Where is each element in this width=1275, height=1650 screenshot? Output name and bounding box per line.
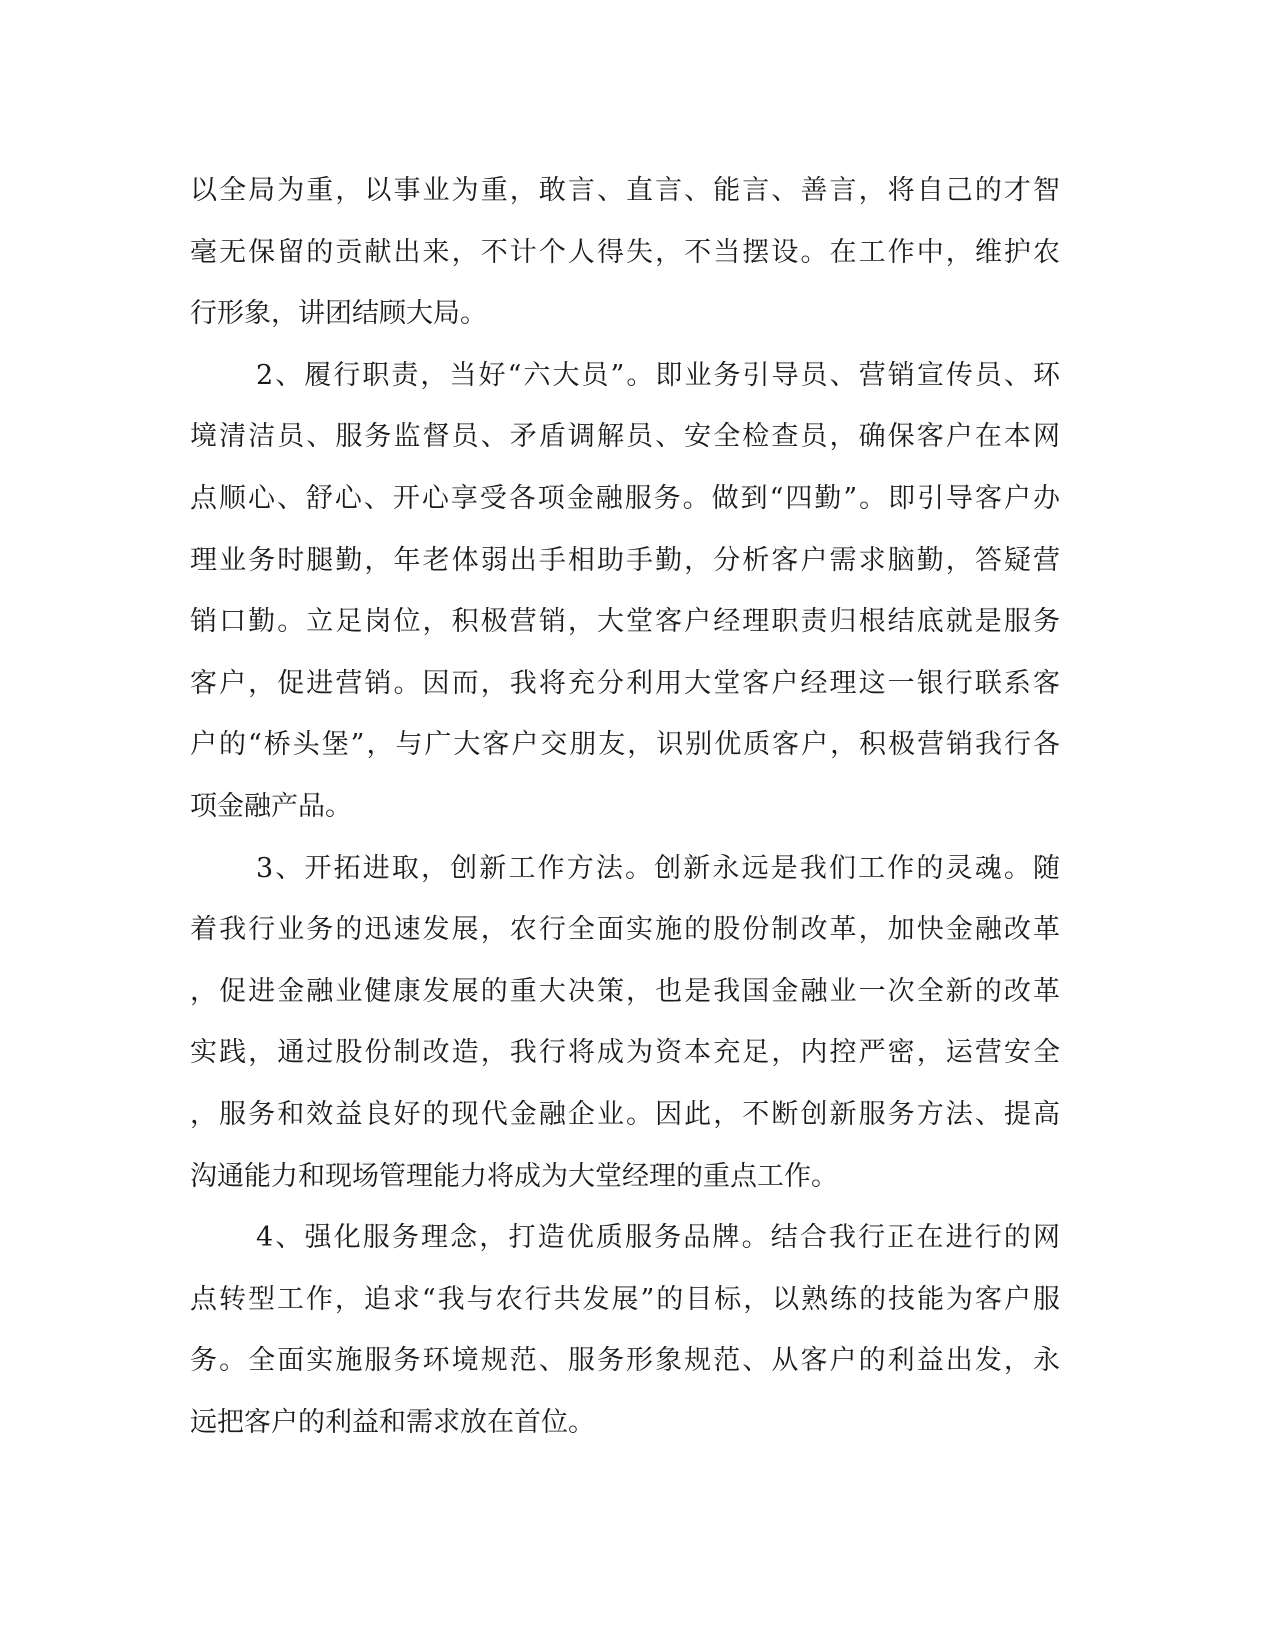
text-line: 4、强化服务理念，打造优质服务品牌。结合我行正在进行的网 (256, 1222, 1060, 1254)
text-line: 务。全面实施服务环境规范、服务形象规范、从客户的利益出发，永 (190, 1345, 1060, 1377)
paragraph-1 (190, 160, 1060, 345)
paragraph-4 (190, 1207, 1060, 1453)
text-line: 着我行业务的迅速发展，农行全面实施的股份制改革，加快金融改革 (190, 914, 1060, 946)
text-line: 3、开拓进取，创新工作方法。创新永远是我们工作的灵魂。随 (256, 852, 1060, 884)
text-line: 户的“桥头堡”，与广大客户交朋友，识别优质客户，积极营销我行各 (190, 729, 1060, 761)
text-line: 沟通能力和现场管理能力将成为大堂经理的重点工作。 (190, 1160, 838, 1192)
text-line: 远把客户的利益和需求放在首位。 (190, 1406, 595, 1438)
text-line: 客户，促进营销。因而，我将充分利用大堂客户经理这一银行联系客 (190, 667, 1060, 699)
text-line: 点顺心、舒心、开心享受各项金融服务。做到“四勤”。即引导客户办 (190, 482, 1060, 514)
text-line: 行形象，讲团结顾大局。 (190, 298, 487, 330)
text-line: ，服务和效益良好的现代金融企业。因此，不断创新服务方法、提高 (190, 1098, 1060, 1130)
text-line: 2、履行职责，当好“六大员”。即业务引导员、营销宣传员、环 (256, 359, 1060, 391)
text-line: 项金融产品。 (190, 790, 352, 822)
text-line: 以全局为重，以事业为重，敢言、直言、能言、善言，将自己的才智 (190, 175, 1060, 206)
paragraph-2 (190, 345, 1060, 838)
text-line: 毫无保留的贡献出来，不计个人得失，不当摆设。在工作中，维护农 (190, 236, 1060, 268)
text-line: 实践，通过股份制改造，我行将成为资本充足，内控严密，运营安全 (190, 1037, 1060, 1069)
body-text (190, 160, 1060, 1453)
text-line: 销口勤。立足岗位，积极营销，大堂客户经理职责归根结底就是服务 (190, 606, 1060, 638)
text-line: 境清洁员、服务监督员、矛盾调解员、安全检查员，确保客户在本网 (190, 421, 1060, 453)
text-line: 理业务时腿勤，年老体弱出手相助手勤，分析客户需求脑勤，答疑营 (190, 544, 1060, 576)
paragraph-3 (190, 838, 1060, 1208)
text-line: ，促进金融业健康发展的重大决策，也是我国金融业一次全新的改革 (190, 975, 1060, 1007)
text-line: 点转型工作，追求“我与农行共发展”的目标，以熟练的技能为客户服 (190, 1283, 1060, 1315)
